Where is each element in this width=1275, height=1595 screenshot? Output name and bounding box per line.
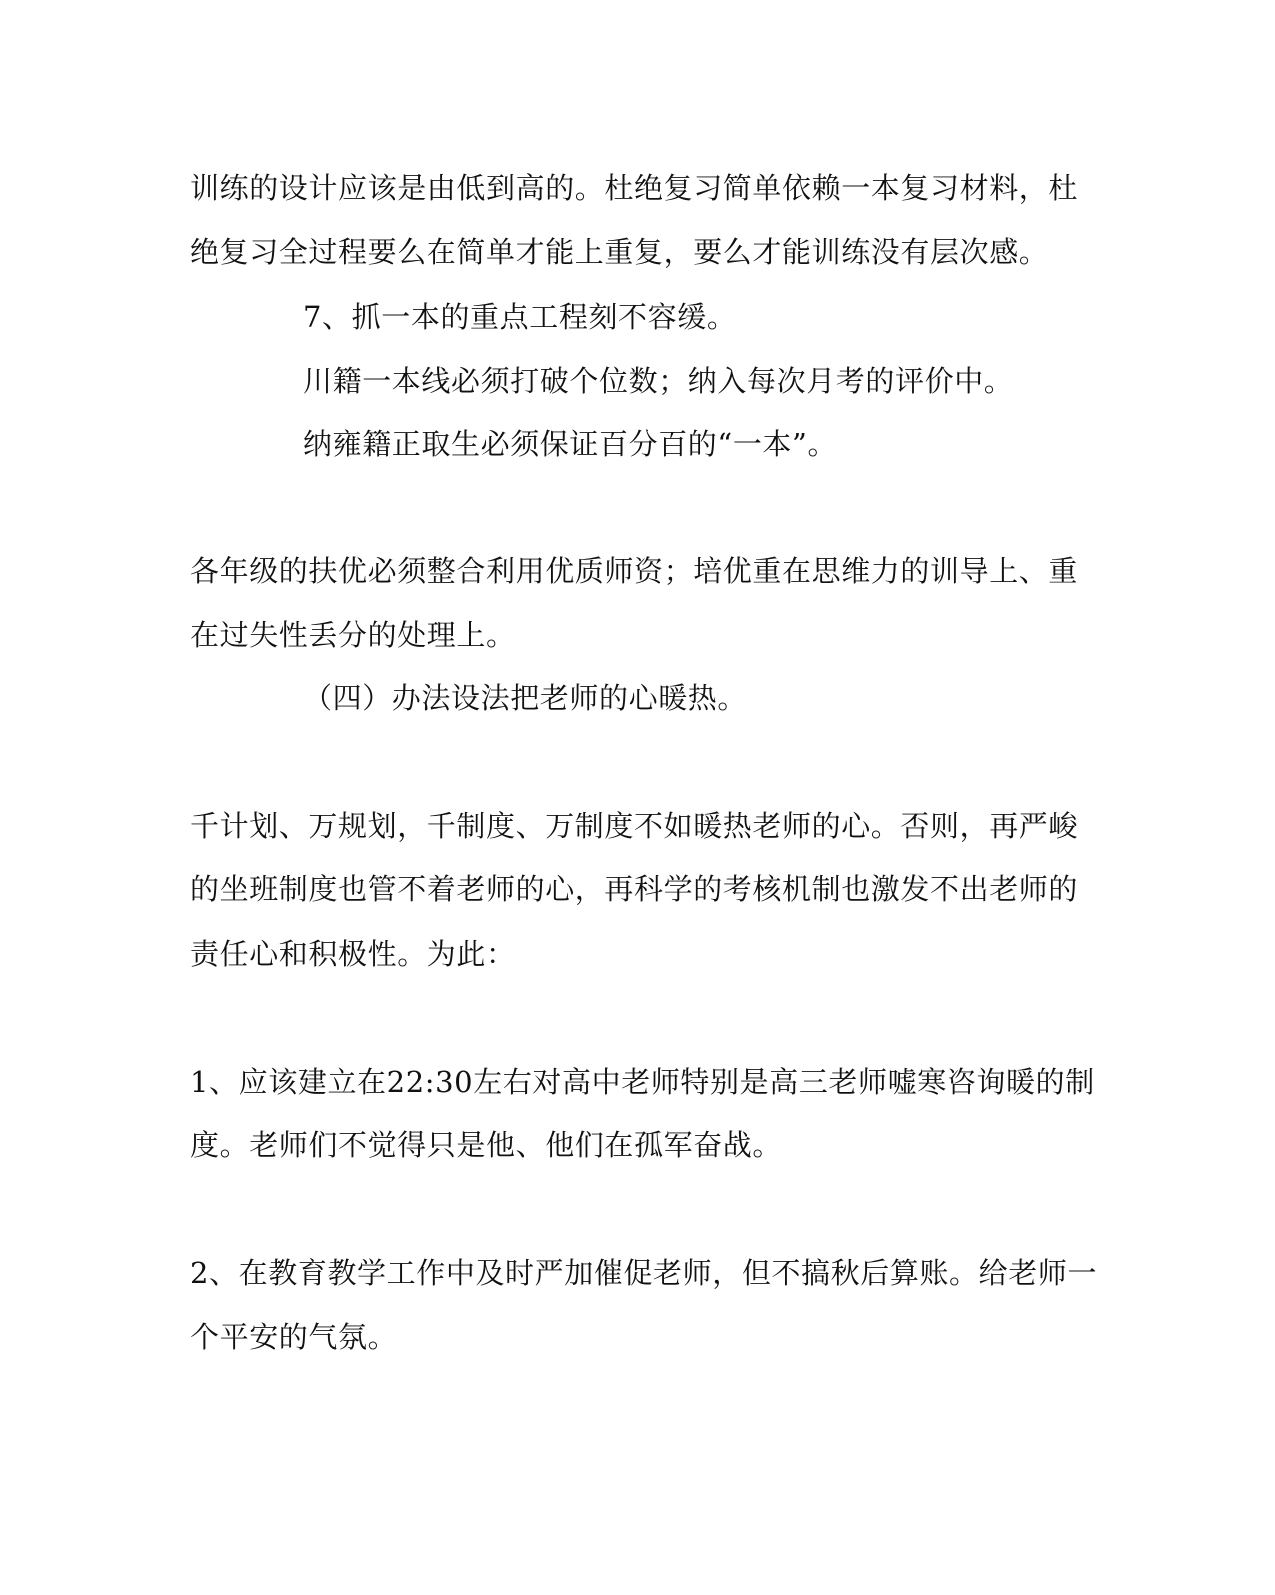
section-item-7: 7、抓一本的重点工程刻不容缓。 (303, 300, 737, 334)
paragraph-line: 度。老师们不觉得只是他、他们在孤军奋战。 (190, 1128, 783, 1162)
paragraph-line: 的坐班制度也管不着老师的心，再科学的考核机制也激发不出老师的 (190, 872, 1079, 906)
paragraph-line: 绝复习全过程要么在简单才能上重复，要么才能训练没有层次感。 (190, 235, 1049, 269)
paragraph-line: 在过失性丢分的处理上。 (190, 618, 516, 652)
paragraph-line: 纳雍籍正取生必须保证百分百的“一本”。 (303, 427, 838, 461)
list-item-2: 2、在教育教学工作中及时严加催促老师，但不搞秋后算账。给老师一 (190, 1256, 1098, 1290)
paragraph-line: 千计划、万规划，千制度、万制度不如暖热老师的心。否则，再严峻 (190, 809, 1079, 843)
paragraph-line: 训练的设计应该是由低到高的。杜绝复习简单依赖一本复习材料，杜 (190, 171, 1079, 205)
section-heading-4: （四）办法设法把老师的心暖热。 (303, 681, 748, 715)
list-item-1: 1、应该建立在22:30左右对高中老师特别是高三老师嘘寒咨询暖的制 (190, 1065, 1095, 1099)
paragraph-line: 川籍一本线必须打破个位数；纳入每次月考的评价中。 (303, 364, 1014, 398)
paragraph-line: 各年级的扶优必须整合利用优质师资；培优重在思维力的训导上、重 (190, 554, 1079, 588)
paragraph-line: 责任心和积极性。为此： (190, 937, 516, 971)
paragraph-line: 个平安的气氛。 (190, 1320, 398, 1354)
